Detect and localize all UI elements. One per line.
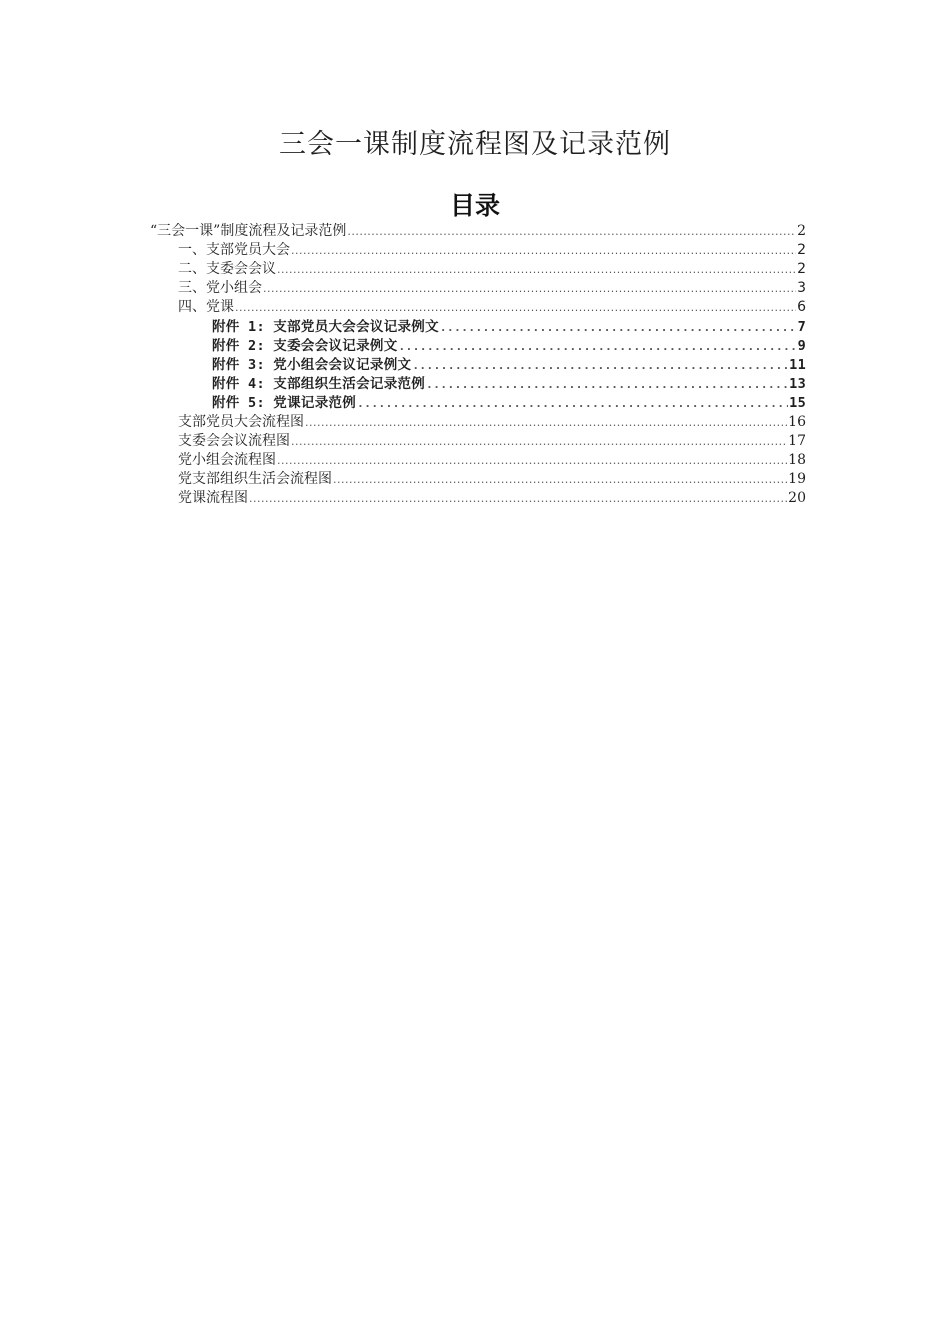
toc-page-number: 11 (789, 357, 806, 373)
toc-dot-leader (263, 279, 796, 298)
toc-dot-leader (277, 451, 787, 470)
toc-entry-attachment-2[interactable] (212, 337, 806, 356)
toc-page-number: 16 (788, 414, 806, 430)
toc-entry-flowchart-life-meeting[interactable] (178, 470, 806, 489)
toc-entry-flowchart-branch-meeting[interactable] (178, 413, 806, 432)
toc-entry-text: “三会一课”制度流程及记录范例 (150, 223, 347, 239)
toc-entry-text: 三、党小组会 (178, 280, 262, 296)
toc-page-number: 20 (788, 490, 806, 506)
toc-page-number: 9 (797, 338, 806, 354)
toc-page-number: 19 (788, 471, 806, 487)
toc-dot-leader (440, 318, 797, 337)
toc-entry-text: 附件 2: 支委会会议记录例文 (212, 338, 398, 354)
toc-page-number: 15 (789, 395, 806, 411)
toc-dot-leader (249, 489, 787, 508)
toc-page-number: 18 (788, 452, 806, 468)
toc-page-number: 13 (789, 376, 806, 392)
toc-dot-leader (357, 394, 788, 413)
toc-entry-text: 一、支部党员大会 (178, 242, 290, 258)
toc-page-number: 2 (797, 242, 806, 258)
toc-entry-text: 附件 5: 党课记录范例 (212, 395, 357, 411)
toc-page-number: 6 (797, 299, 806, 315)
toc-entry-flowchart-committee[interactable] (178, 432, 806, 451)
toc-page-number: 2 (797, 261, 806, 277)
toc-page-number: 2 (797, 223, 806, 239)
toc-dot-leader (412, 356, 788, 375)
toc-entry-text: 二、支委会会议 (178, 261, 276, 277)
toc-entry-text: 党小组会流程图 (178, 452, 276, 468)
toc-entry-flowchart-group[interactable] (178, 451, 806, 470)
toc-entry-branch-meeting[interactable] (178, 241, 806, 260)
document-title: 三会一课制度流程图及记录范例 (279, 129, 671, 160)
toc-dot-leader (235, 298, 796, 317)
toc-entry-attachment-3[interactable] (212, 356, 806, 375)
toc-heading: 目录 (449, 191, 500, 220)
toc-entry-text: 党课流程图 (178, 490, 248, 506)
toc-entry-text: 党支部组织生活会流程图 (178, 471, 332, 487)
toc-dot-leader (399, 337, 797, 356)
toc-entry-text: 支委会会议流程图 (178, 433, 290, 449)
toc-entry-party-lecture[interactable] (178, 298, 806, 317)
toc-entry-group-meeting[interactable] (178, 279, 806, 298)
toc-entry-text: 附件 1: 支部党员大会会议记录例文 (212, 319, 439, 335)
toc-entry-flowchart-lecture[interactable] (178, 489, 806, 508)
toc-entry-attachment-1[interactable] (212, 318, 806, 337)
toc-entry-text: 四、党课 (178, 299, 234, 315)
toc-dot-leader (277, 260, 796, 279)
toc-dot-leader (426, 375, 788, 394)
toc-dot-leader (291, 432, 787, 451)
toc-dot-leader (333, 470, 787, 489)
toc-dot-leader (291, 241, 796, 260)
toc-page-number: 7 (797, 319, 806, 335)
toc-entry-committee-meeting[interactable] (178, 260, 806, 279)
toc-dot-leader (347, 222, 796, 241)
toc-dot-leader (305, 413, 787, 432)
toc-page-number: 3 (797, 280, 806, 296)
toc-page-number: 17 (788, 433, 806, 449)
toc-entry-text: 支部党员大会流程图 (178, 414, 304, 430)
toc-entry-attachment-4[interactable] (212, 375, 806, 394)
toc-entry-text: 附件 4: 支部组织生活会记录范例 (212, 376, 426, 392)
toc-entry-attachment-5[interactable] (212, 394, 806, 413)
toc-entry-text: 附件 3: 党小组会会议记录例文 (212, 357, 412, 373)
toc-entry-main[interactable] (150, 222, 806, 241)
